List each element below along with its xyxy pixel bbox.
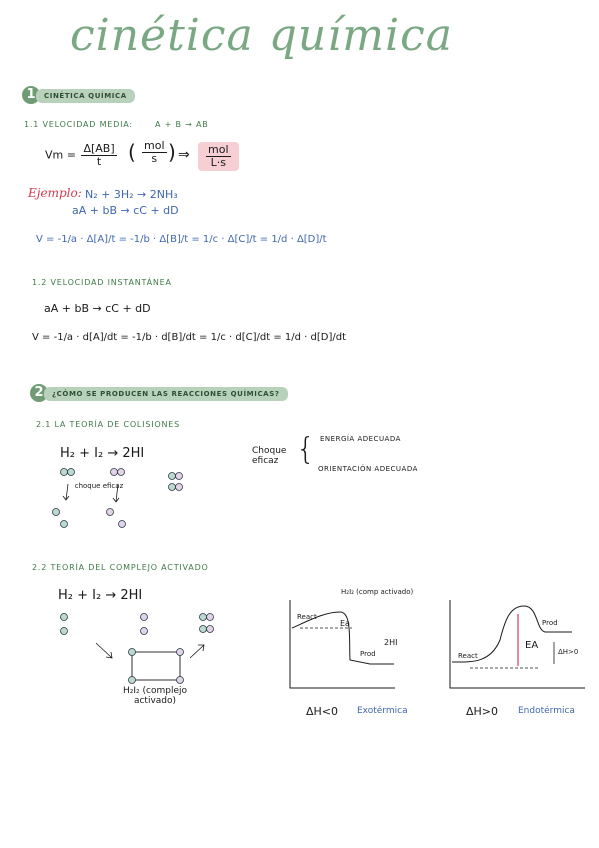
complex-label: H₂I₂ (complejo activado) bbox=[123, 686, 187, 706]
h2-molecule-icon bbox=[61, 469, 75, 476]
subsection-heading-2-2: 2.2 TEORÍA DEL COMPLEJO ACTIVADO bbox=[32, 563, 209, 572]
collision-arrow-icon bbox=[63, 484, 119, 502]
unit-result-den: L·s bbox=[210, 156, 226, 169]
split-molecules-icon bbox=[53, 509, 126, 528]
energy-graph-endothermic bbox=[450, 600, 585, 688]
hi-vertical-molecule-icon bbox=[200, 614, 214, 633]
unit-result-num: mol bbox=[208, 143, 229, 156]
rate-term: = 1/d · d[D]/dt bbox=[273, 332, 346, 343]
reaction-2-1: H₂ + I₂ → 2HI bbox=[60, 446, 145, 461]
h2-vertical-molecule-icon bbox=[61, 614, 68, 635]
rate-term: -1/a · d[A]/dt bbox=[53, 332, 118, 343]
graph2-dh: ΔH>0 bbox=[466, 705, 499, 718]
rate-v: V = bbox=[36, 234, 55, 245]
vm-label: Vm = bbox=[45, 148, 76, 162]
example-reaction-1: N₂ + 3H₂ → 2NH₃ bbox=[85, 188, 178, 201]
reaction-2-2: H₂ + I₂ → 2HI bbox=[58, 588, 143, 603]
brace-label: Choque eficaz bbox=[252, 446, 287, 466]
i2-molecule-icon bbox=[111, 469, 125, 476]
graph1-product-formula: 2HI bbox=[384, 638, 398, 647]
rate-v: V = bbox=[32, 332, 51, 343]
vm-denominator: t bbox=[96, 155, 102, 168]
brace-icon: { bbox=[296, 432, 316, 467]
graph2-type: Endotérmica bbox=[518, 706, 575, 716]
implies-arrow: ⇒ bbox=[178, 147, 190, 163]
rate-term: = 1/c · d[C]/dt bbox=[199, 332, 271, 343]
graph2-products: Prod bbox=[542, 619, 558, 627]
rate-term: = -1/b · Δ[B]/t bbox=[118, 234, 189, 245]
vm-numerator: Δ[AB] bbox=[83, 142, 115, 155]
unit-den: s bbox=[151, 152, 158, 165]
hi-molecule-icon bbox=[169, 473, 183, 491]
choque-eficaz-label: choque eficaz bbox=[74, 482, 124, 490]
i2-vertical-molecule-icon bbox=[141, 614, 148, 635]
rate-term: = 1/c · Δ[C]/t bbox=[191, 234, 257, 245]
example-label: Ejemplo: bbox=[28, 186, 82, 200]
rate-term: = 1/d · Δ[D]/t bbox=[259, 234, 327, 245]
graph1-ea: Ea bbox=[340, 619, 350, 628]
graph2-ea: EA bbox=[525, 640, 539, 651]
section-number-1: 1 bbox=[22, 86, 40, 104]
reaction-1-1: A + B → AB bbox=[155, 120, 209, 129]
condition-energy: ENERGÍA ADECUADA bbox=[320, 435, 401, 443]
condition-orientation: ORIENTACIÓN ADECUADA bbox=[318, 465, 418, 473]
energy-graph-exothermic bbox=[290, 600, 398, 688]
subsection-heading-1-1: 1.1 VELOCIDAD MEDIA: bbox=[24, 120, 133, 129]
rate-term: -1/a · Δ[A]/t bbox=[57, 234, 116, 245]
unit-paren-open: ( bbox=[128, 140, 136, 164]
reaction-1-2: aA + bB → cC + dD bbox=[44, 302, 151, 315]
example-reaction-2: aA + bB → cC + dD bbox=[72, 204, 179, 217]
graph2-reactants: React bbox=[458, 652, 478, 660]
section-heading-1: CINÉTICA QUÍMICA bbox=[36, 89, 135, 103]
subsection-heading-2-1: 2.1 LA TEORÍA DE COLISIONES bbox=[36, 420, 181, 429]
graph2-dh-inner: ΔH>0 bbox=[558, 648, 579, 656]
graph1-dh: ΔH<0 bbox=[306, 705, 339, 718]
graph1-complex: H₂I₂ (comp activado) bbox=[341, 588, 414, 596]
activated-complex-icon bbox=[129, 649, 184, 684]
subsection-heading-1-2: 1.2 VELOCIDAD INSTANTÁNEA bbox=[32, 278, 172, 287]
graph1-type: Exotérmica bbox=[357, 706, 408, 716]
graph1-products: Prod bbox=[360, 650, 376, 658]
unit-num: mol bbox=[144, 139, 165, 152]
page-title: cinética química bbox=[70, 10, 453, 61]
rate-term: = -1/b · d[B]/dt bbox=[120, 332, 196, 343]
unit-paren-close: ) bbox=[168, 140, 176, 164]
section-heading-2: ¿CÓMO SE PRODUCEN LAS REACCIONES QUÍMICAS? bbox=[44, 387, 288, 401]
section-number-2: 2 bbox=[30, 384, 48, 402]
complex-arrow-icon bbox=[96, 643, 204, 658]
graph1-reactants: React bbox=[297, 613, 317, 621]
